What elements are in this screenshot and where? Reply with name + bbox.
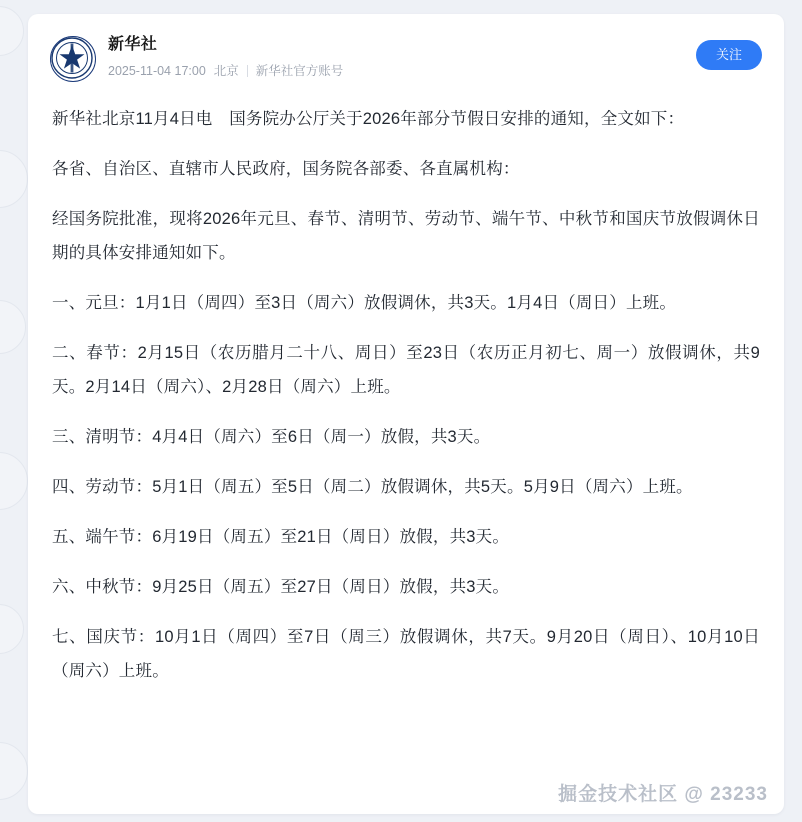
account-info [108,34,696,80]
article-paragraph: 二、春节：2月15日（农历腊月二十八、周日）至23日（农历正月初七、周一）放假调休，共9天。2月14日（周六）、2月28日（周六）上班。 [52,344,760,396]
article-paragraph: 一、元旦：1月1日（周四）至3日（周六）放假调休，共3天。1月4日（周日）上班。 [52,294,677,312]
article-paragraph: 经国务院批准，现将2026年元旦、春节、清明节、劳动节、端午节、中秋节和国庆节放假调休日期的具体安排通知如下。 [52,210,760,262]
post-card [28,14,784,814]
post-location: 北京 [213,64,239,78]
article-paragraph: 各省、自治区、直辖市人民政府，国务院各部委、各直属机构： [52,160,520,178]
article-paragraph: 五、端午节：6月19日（周五）至21日（周日）放假，共3天。 [52,528,510,546]
post-meta [108,62,696,80]
article-body [50,84,762,688]
post-header [50,30,762,84]
article-paragraph: 三、清明节：4月4日（周六）至6日（周一）放假，共3天。 [52,428,491,446]
meta-divider [247,65,248,77]
article-paragraph: 四、劳动节：5月1日（周五）至5日（周二）放假调休，共5天。5月9日（周六）上班。 [52,478,693,496]
article-paragraph: 新华社北京11月4日电 国务院办公厅关于2026年部分节假日安排的通知，全文如下： [52,110,685,128]
article-paragraph: 七、国庆节：10月1日（周四）至7日（周三）放假调休，共7天。9月20日（周日）、10月10日（周六）上班。 [52,628,760,680]
watermark: 掘金技术社区 @ 23233 [558,784,768,805]
post-timestamp: 2025-11-04 17:00 [108,64,206,78]
account-name[interactable]: 新华社 [108,36,158,53]
article-paragraph: 六、中秋节：9月25日（周五）至27日（周日）放假，共3天。 [52,578,510,596]
avatar[interactable] [50,36,96,82]
verified-label: 新华社官方账号 [255,64,344,78]
follow-button[interactable]: 关注 [696,40,762,70]
